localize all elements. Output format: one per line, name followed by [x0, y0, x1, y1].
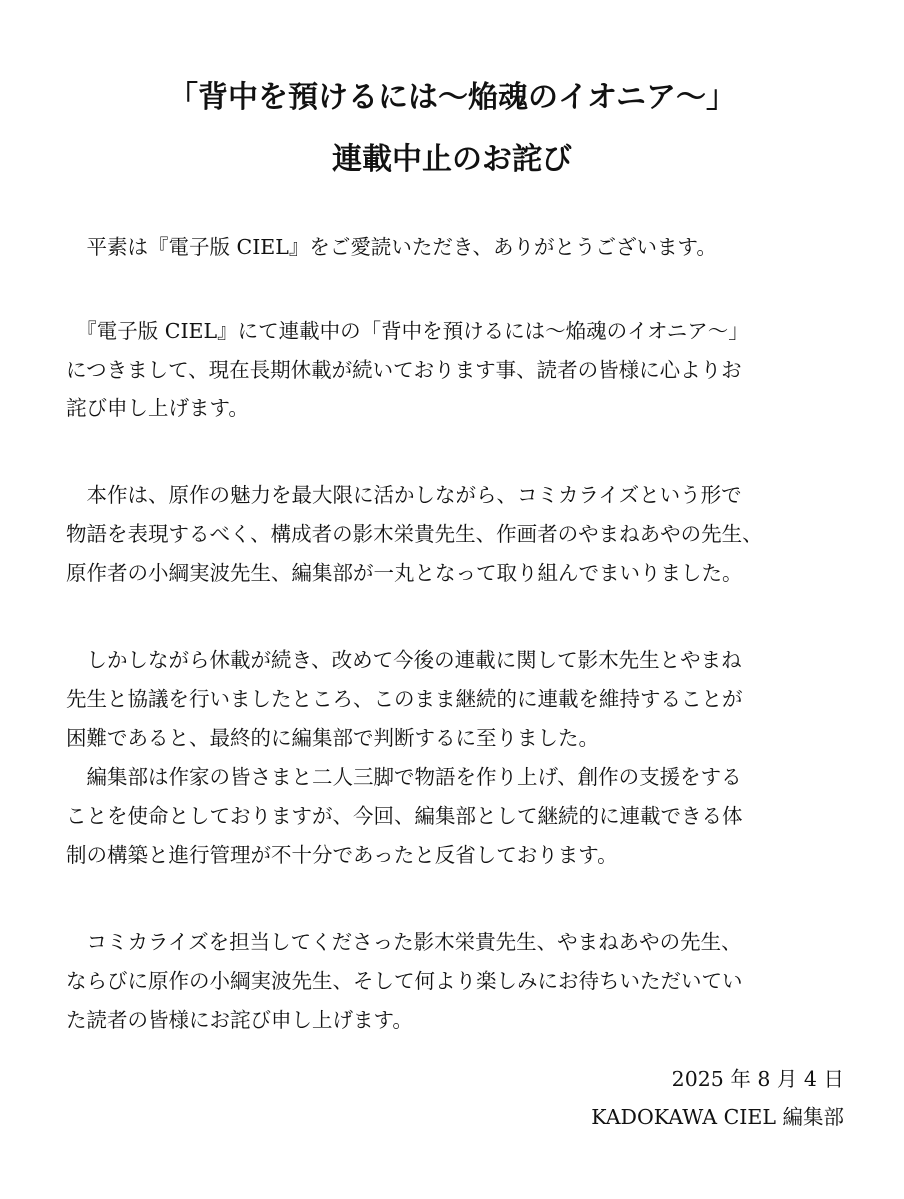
notice-title: 「背中を預けるには〜焔魂のイオニア〜」: [168, 80, 736, 115]
paragraph-5-line-3: た読者の皆様にお詫び申し上げます。: [66, 1008, 413, 1032]
paragraph-3-line-1: 本作は、原作の魅力を最大限に活かしながら、コミカライズという形で: [66, 483, 742, 507]
paragraph-1-line-1: 平素は『電子版 CIEL』をご愛読いただき、ありがとうございます。: [66, 235, 717, 259]
paragraph-5-line-1: コミカライズを担当してくださった影木栄貴先生、やまねあやの先生、: [66, 930, 742, 954]
paragraph-5-line-2: ならびに原作の小綱実波先生、そして何より楽しみにお待ちいただいてい: [66, 969, 743, 993]
paragraph-2-line-2: につきまして、現在長期休載が続いております事、読者の皆様に心よりお: [66, 358, 742, 382]
paragraph-4-line-4: 編集部は作家の皆さまと二人三脚で物語を作り上げ、創作の支援をする: [66, 765, 742, 789]
paragraph-4-line-6: 制の構築と進行管理が不十分であったと反省しております。: [66, 843, 618, 867]
paragraph-2-line-1: 『電子版 CIEL』にて連載中の「背中を預けるには〜焔魂のイオニア〜」: [66, 319, 749, 343]
notice-date: 2025 年 8 月 4 日: [671, 1067, 844, 1091]
paragraph-3-line-3: 原作者の小綱実波先生、編集部が一丸となって取り組んでまいりました。: [66, 561, 743, 585]
paragraph-3-line-2: 物語を表現するべく、構成者の影木栄貴先生、作画者のやまねあやの先生、: [66, 522, 763, 546]
paragraph-4-line-3: 困難であると、最終的に編集部で判断するに至りました。: [66, 726, 599, 750]
paragraph-4-line-5: ことを使命としておりますが、今回、編集部として継続的に連載できる体: [66, 804, 743, 828]
paragraph-4-line-1: しかしながら休載が続き、改めて今後の連載に関して影木先生とやまね: [66, 648, 742, 672]
notice-signature: KADOKAWA CIEL 編集部: [591, 1105, 844, 1129]
paragraph-4-line-2: 先生と協議を行いましたところ、このまま継続的に連載を維持することが: [66, 687, 743, 711]
notice-subtitle: 連載中止のお詫び: [332, 142, 572, 177]
paragraph-2-line-3: 詫び申し上げます。: [66, 396, 249, 420]
